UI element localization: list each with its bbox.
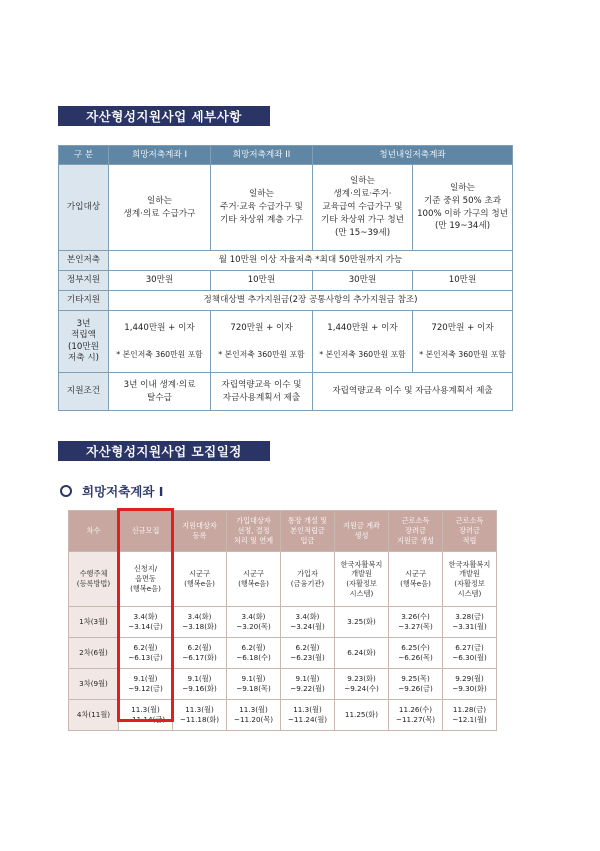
section2-title — [58, 441, 270, 461]
sched-cell: 4차(11월) — [69, 700, 119, 731]
highlight-box — [117, 508, 174, 722]
sched-cell: 11.3(월) ~11.24(월) — [281, 700, 335, 731]
sched-cell: 3.4(화) ~3.18(화) — [173, 607, 227, 638]
accum-amount: 1,440만원 + 이자 — [327, 323, 398, 334]
section1-title-text: 자산형성지원사업 세부사항 — [86, 109, 242, 124]
sched-header: 통장 개설 및 본인적립금 입금 — [281, 511, 335, 552]
sched-cell: 3.4(화) ~3.20(목) — [227, 607, 281, 638]
row-label-accum: 3년 적립액 (10만원 저축 시) — [59, 311, 109, 373]
subheading — [60, 482, 163, 500]
accum-youth1 — [313, 311, 413, 373]
sched-cell: 9.1(월) ~9.16(화) — [173, 669, 227, 700]
sched-cell: 11.26(수) ~11.27(목) — [389, 700, 443, 731]
savings-value: 월 10만원 이상 자율저축 *최대 50만원까지 가능 — [109, 251, 513, 271]
sched-cell: 11.28(금) ~12.1(월) — [443, 700, 497, 731]
sched-cell: 3.4(화) ~3.14(금) — [119, 607, 173, 638]
header-category: 구 분 — [59, 146, 109, 165]
sched-cell: 9.25(목) ~9.26(금) — [389, 669, 443, 700]
row-label-other: 기타지원 — [59, 291, 109, 311]
accum-note: * 본인저축 360만원 포함 — [419, 350, 506, 360]
sched-cell: 9.1(월) ~9.18(목) — [227, 669, 281, 700]
sched-cell: 11.25(화) — [335, 700, 389, 731]
accum-youth2 — [413, 311, 513, 373]
row-label-gov: 정부지원 — [59, 271, 109, 291]
subheading-text: 희망저축계좌 I — [82, 484, 164, 499]
accum-note: * 본인저축 360만원 포함 — [218, 350, 305, 360]
sched-header: 신규모집 — [119, 511, 173, 552]
row-label-savings: 본인저축 — [59, 251, 109, 271]
gov-youth1: 30만원 — [313, 271, 413, 291]
accum-note: * 본인저축 360만원 포함 — [319, 350, 406, 360]
section1-title — [58, 106, 270, 126]
detail-table — [58, 145, 513, 411]
cond-youth: 자립역량교육 이수 및 자금사용계획서 제출 — [313, 373, 513, 411]
accum-amount: 720만원 + 이자 — [431, 323, 494, 334]
eligibility-hope1: 일하는 생계·의료 수급가구 — [109, 165, 211, 251]
sched-cell: 6.24(화) — [335, 638, 389, 669]
sched-header: 근로소득 장려금 적립 — [443, 511, 497, 552]
sched-cell: 한국자활복지 개발원 (자활정보 시스템) — [335, 552, 389, 607]
sched-cell: 한국자활복지 개발원 (자활정보 시스템) — [443, 552, 497, 607]
eligibility-youth2: 일하는 기준 중위 50% 초과 100% 이하 가구의 청년 (만 19~34세) — [413, 165, 513, 251]
sched-cell: 1차(3월) — [69, 607, 119, 638]
gov-youth2: 10만원 — [413, 271, 513, 291]
section2-title-text: 자산형성지원사업 모집일정 — [86, 444, 242, 459]
other-value: 정책대상별 추가지원금(2장 공통사항의 추가지원금 참조) — [109, 291, 513, 311]
sched-cell: 6.2(월) ~6.23(월) — [281, 638, 335, 669]
sched-cell: 11.3(월) ~11.18(화) — [173, 700, 227, 731]
cond-hope1: 3년 이내 생계·의료 탈수급 — [109, 373, 211, 411]
accum-hope2 — [211, 311, 313, 373]
sched-cell: 9.23(화) ~9.24(수) — [335, 669, 389, 700]
header-youth: 청년내일저축계좌 — [313, 146, 513, 165]
circle-bullet-icon — [60, 485, 72, 497]
sched-cell: 수행주체 (등록방법) — [69, 552, 119, 607]
row-label-eligibility: 가입대상 — [59, 165, 109, 251]
sched-cell: 6.25(수) ~6.26(목) — [389, 638, 443, 669]
sched-cell: 9.1(월) ~9.12(금) — [119, 669, 173, 700]
sched-cell: 3.26(수) ~3.27(목) — [389, 607, 443, 638]
sched-cell: 2차(6월) — [69, 638, 119, 669]
sched-cell: 가입자 (금융기관) — [281, 552, 335, 607]
sched-cell: 9.29(월) ~9.30(화) — [443, 669, 497, 700]
accum-amount: 720만원 + 이자 — [230, 323, 293, 334]
sched-cell: 3차(9월) — [69, 669, 119, 700]
accum-note: * 본인저축 360만원 포함 — [116, 350, 203, 360]
sched-cell: 시군구 (행복e음) — [389, 552, 443, 607]
accum-hope1 — [109, 311, 211, 373]
sched-header: 지원대상자 등록 — [173, 511, 227, 552]
sched-cell: 6.27(금) ~6.30(월) — [443, 638, 497, 669]
eligibility-hope2: 일하는 주거·교육 수급가구 및 기타 차상위 계층 가구 — [211, 165, 313, 251]
sched-cell: 11.3(월) ~11.14(금) — [119, 700, 173, 731]
sched-cell: 3.28(금) ~3.31(월) — [443, 607, 497, 638]
sched-header: 차수 — [69, 511, 119, 552]
sched-header: 지원금 계좌 생성 — [335, 511, 389, 552]
sched-cell: 6.2(월) ~6.18(수) — [227, 638, 281, 669]
sched-cell: 시군구 (행복e음) — [173, 552, 227, 607]
sched-cell: 3.4(화) ~3.24(월) — [281, 607, 335, 638]
eligibility-youth1: 일하는 생계·의료·주거· 교육급여 수급가구 및 기타 차상위 가구 청년 (만 15~39세) — [313, 165, 413, 251]
sched-cell: 6.2(월) ~6.13(금) — [119, 638, 173, 669]
sched-cell: 신청지/ 읍면동 (행복e음) — [119, 552, 173, 607]
gov-hope1: 30만원 — [109, 271, 211, 291]
sched-header: 가입대상자 선정, 결정 처리 및 연계 — [227, 511, 281, 552]
header-hope2: 희망저축계좌 II — [211, 146, 313, 165]
sched-cell: 9.1(월) ~9.22(월) — [281, 669, 335, 700]
row-label-cond: 지원조건 — [59, 373, 109, 411]
accum-amount: 1,440만원 + 이자 — [124, 323, 195, 334]
sched-cell: 3.25(화) — [335, 607, 389, 638]
sched-cell: 6.2(월) ~6.17(화) — [173, 638, 227, 669]
sched-cell: 시군구 (행복e음) — [227, 552, 281, 607]
sched-header: 근로소득 장려금 지원금 생성 — [389, 511, 443, 552]
cond-hope2: 자립역량교육 이수 및 자금사용계획서 제출 — [211, 373, 313, 411]
sched-cell: 11.3(월) ~11.20(목) — [227, 700, 281, 731]
header-hope1: 희망저축계좌 I — [109, 146, 211, 165]
gov-hope2: 10만원 — [211, 271, 313, 291]
